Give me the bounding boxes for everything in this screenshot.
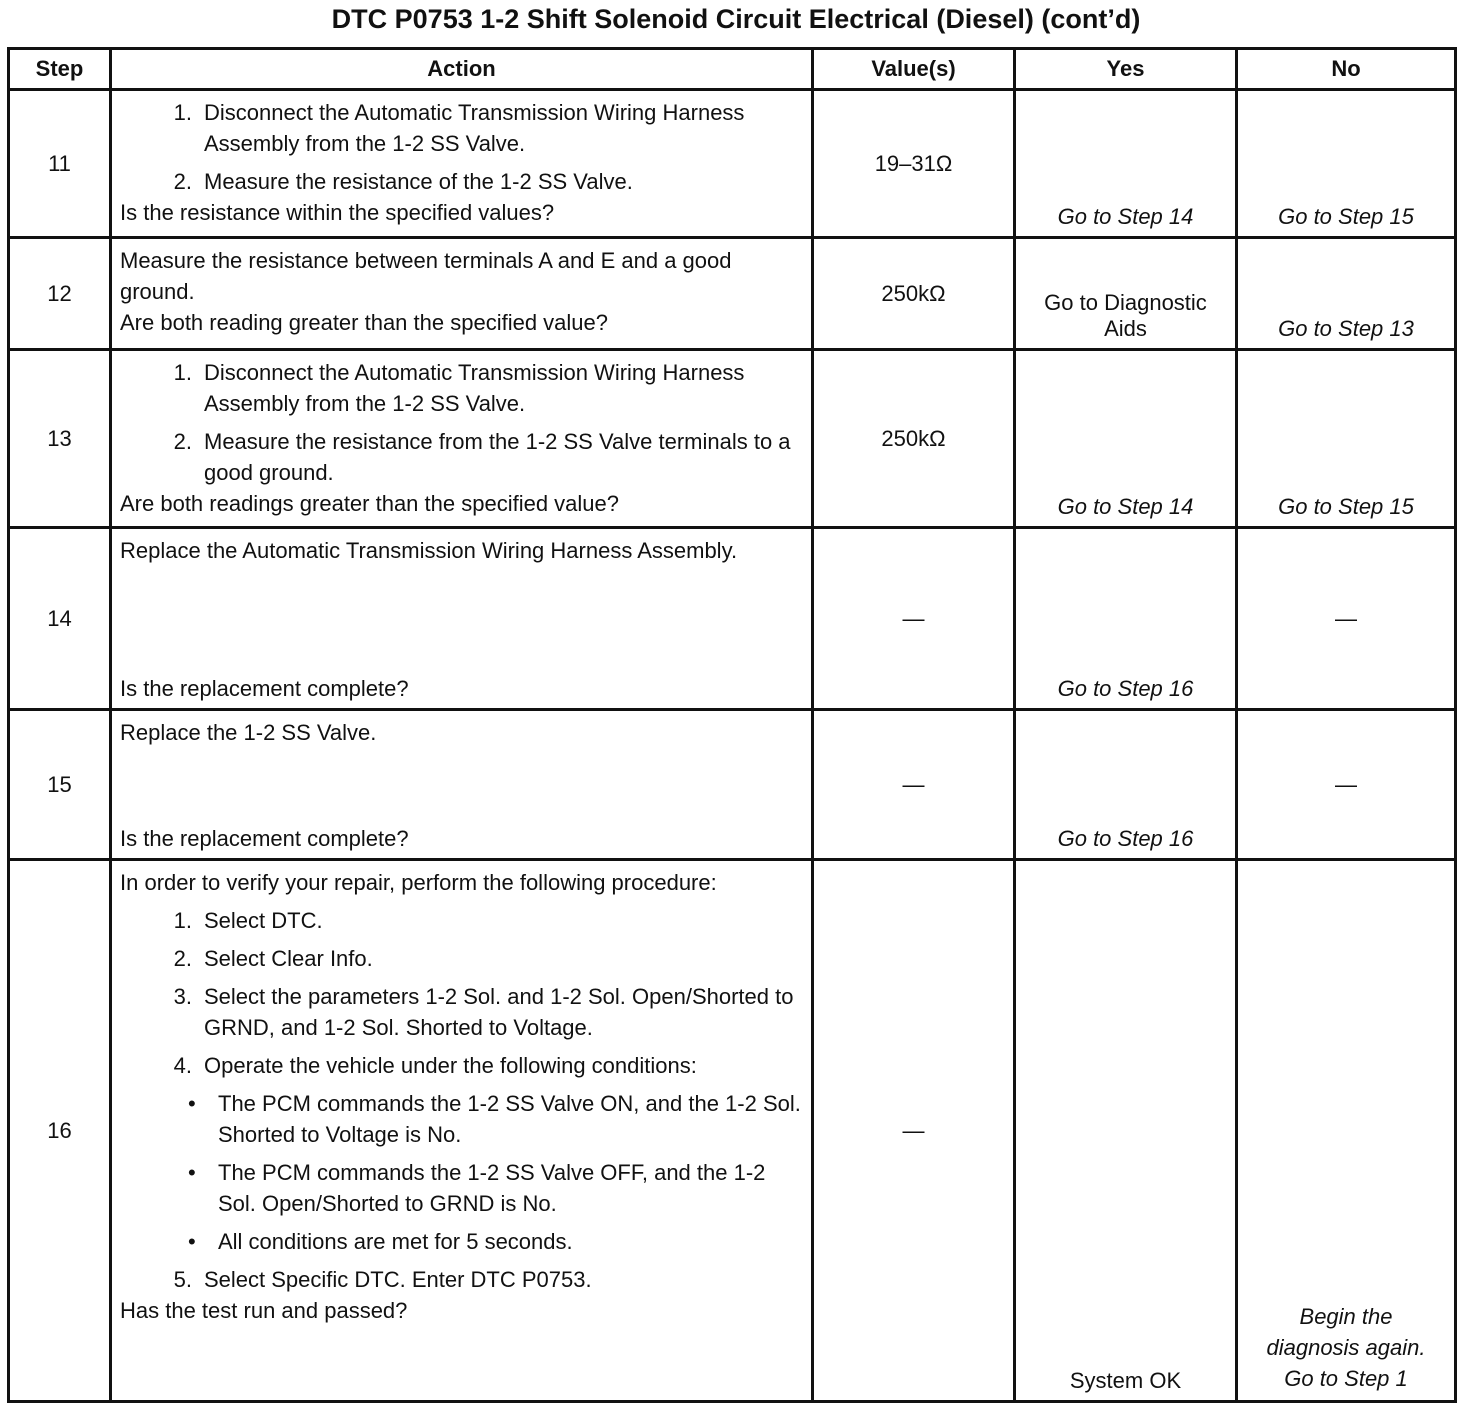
list-item: 1. Disconnect the Automatic Transmission Wiring Harness Assembly from the 1-2 SS Valve.	[173, 360, 745, 416]
no-cell: Go to Step 15	[1237, 350, 1456, 528]
list-item: 4. Operate the vehicle under the following conditions:	[173, 1053, 697, 1078]
table-row	[9, 860, 1456, 1402]
header-yes: Yes	[1015, 49, 1237, 90]
diagnostic-table	[7, 47, 1457, 1403]
step-number: 14	[9, 528, 111, 710]
table-row	[9, 90, 1456, 238]
action-question: Has the test run and passed?	[120, 1298, 408, 1323]
yes-cell: Go to Step 16	[1015, 528, 1237, 710]
action-question: Is the resistance within the specified values?	[120, 200, 555, 225]
step-number: 11	[9, 90, 111, 238]
table-row	[9, 350, 1456, 528]
list-item: 3. Select the parameters 1-2 Sol. and 1-2 Sol. Open/Shorted to GRND, and 1-2 Sol. Shorted to Voltage.	[173, 984, 794, 1040]
step-number: 15	[9, 710, 111, 860]
no-cell: Go to Step 15	[1237, 90, 1456, 238]
list-item: 2. Measure the resistance from the 1-2 SS Valve terminals to a good ground.	[173, 429, 791, 485]
action-question: Is the replacement complete?	[120, 826, 409, 851]
bullet-item: • The PCM commands the 1-2 SS Valve OFF, and the 1-2 Sol. Open/Shorted to GRND is No.	[188, 1160, 766, 1216]
action-text: Measure the resistance between terminals A and E and a good ground.	[120, 248, 732, 304]
list-item: 5. Select Specific DTC. Enter DTC P0753.	[173, 1267, 592, 1292]
step-number: 13	[9, 350, 111, 528]
action-text: Replace the Automatic Transmission Wiring Harness Assembly.	[120, 538, 738, 563]
action-question: Are both reading greater than the specified value?	[120, 310, 608, 335]
action-cell	[111, 860, 813, 1402]
list-item: 2. Measure the resistance of the 1-2 SS Valve.	[173, 169, 633, 194]
action-cell	[111, 710, 813, 860]
no-cell: —	[1237, 528, 1456, 710]
action-question: Is the replacement complete?	[120, 676, 409, 701]
action-cell	[111, 528, 813, 710]
table-row	[9, 710, 1456, 860]
table-row	[9, 238, 1456, 350]
step-number: 12	[9, 238, 111, 350]
action-cell	[111, 90, 813, 238]
bullet-item: • All conditions are met for 5 seconds.	[188, 1229, 573, 1254]
header-action: Action	[111, 49, 813, 90]
action-question: Are both readings greater than the specified value?	[120, 491, 619, 516]
yes-cell: Go to Step 14	[1015, 90, 1237, 238]
list-item: 1. Select DTC.	[173, 908, 323, 933]
value-cell: —	[813, 860, 1015, 1402]
no-cell: Go to Step 13	[1237, 238, 1456, 350]
no-cell: Begin the diagnosis again. Go to Step 1	[1237, 860, 1456, 1402]
yes-cell: Go to Step 14	[1015, 350, 1237, 528]
yes-cell: Go to Step 16	[1015, 710, 1237, 860]
value-cell: 250kΩ	[813, 238, 1015, 350]
value-cell: 19–31Ω	[813, 90, 1015, 238]
bullet-item: • The PCM commands the 1-2 SS Valve ON, and the 1-2 Sol. Shorted to Voltage is No.	[188, 1091, 801, 1147]
list-item: 1. Disconnect the Automatic Transmission Wiring Harness Assembly from the 1-2 SS Valve.	[173, 100, 745, 156]
page-title: DTC P0753 1-2 Shift Solenoid Circuit Electrical (Diesel) (cont’d)	[331, 4, 1141, 34]
header-no: No	[1237, 49, 1456, 90]
value-cell: —	[813, 528, 1015, 710]
header-row	[9, 49, 1456, 90]
value-cell: 250kΩ	[813, 350, 1015, 528]
header-values: Value(s)	[813, 49, 1015, 90]
yes-cell: Go to Diagnostic Aids	[1015, 238, 1237, 350]
value-cell: —	[813, 710, 1015, 860]
action-cell	[111, 350, 813, 528]
header-step: Step	[9, 49, 111, 90]
action-text: Replace the 1-2 SS Valve.	[120, 720, 377, 745]
list-item: 2. Select Clear Info.	[173, 946, 373, 971]
table-row	[9, 528, 1456, 710]
step-number: 16	[9, 860, 111, 1402]
action-text: In order to verify your repair, perform the following procedure:	[120, 870, 717, 895]
action-cell	[111, 238, 813, 350]
yes-cell: System OK	[1015, 860, 1237, 1402]
no-cell: —	[1237, 710, 1456, 860]
